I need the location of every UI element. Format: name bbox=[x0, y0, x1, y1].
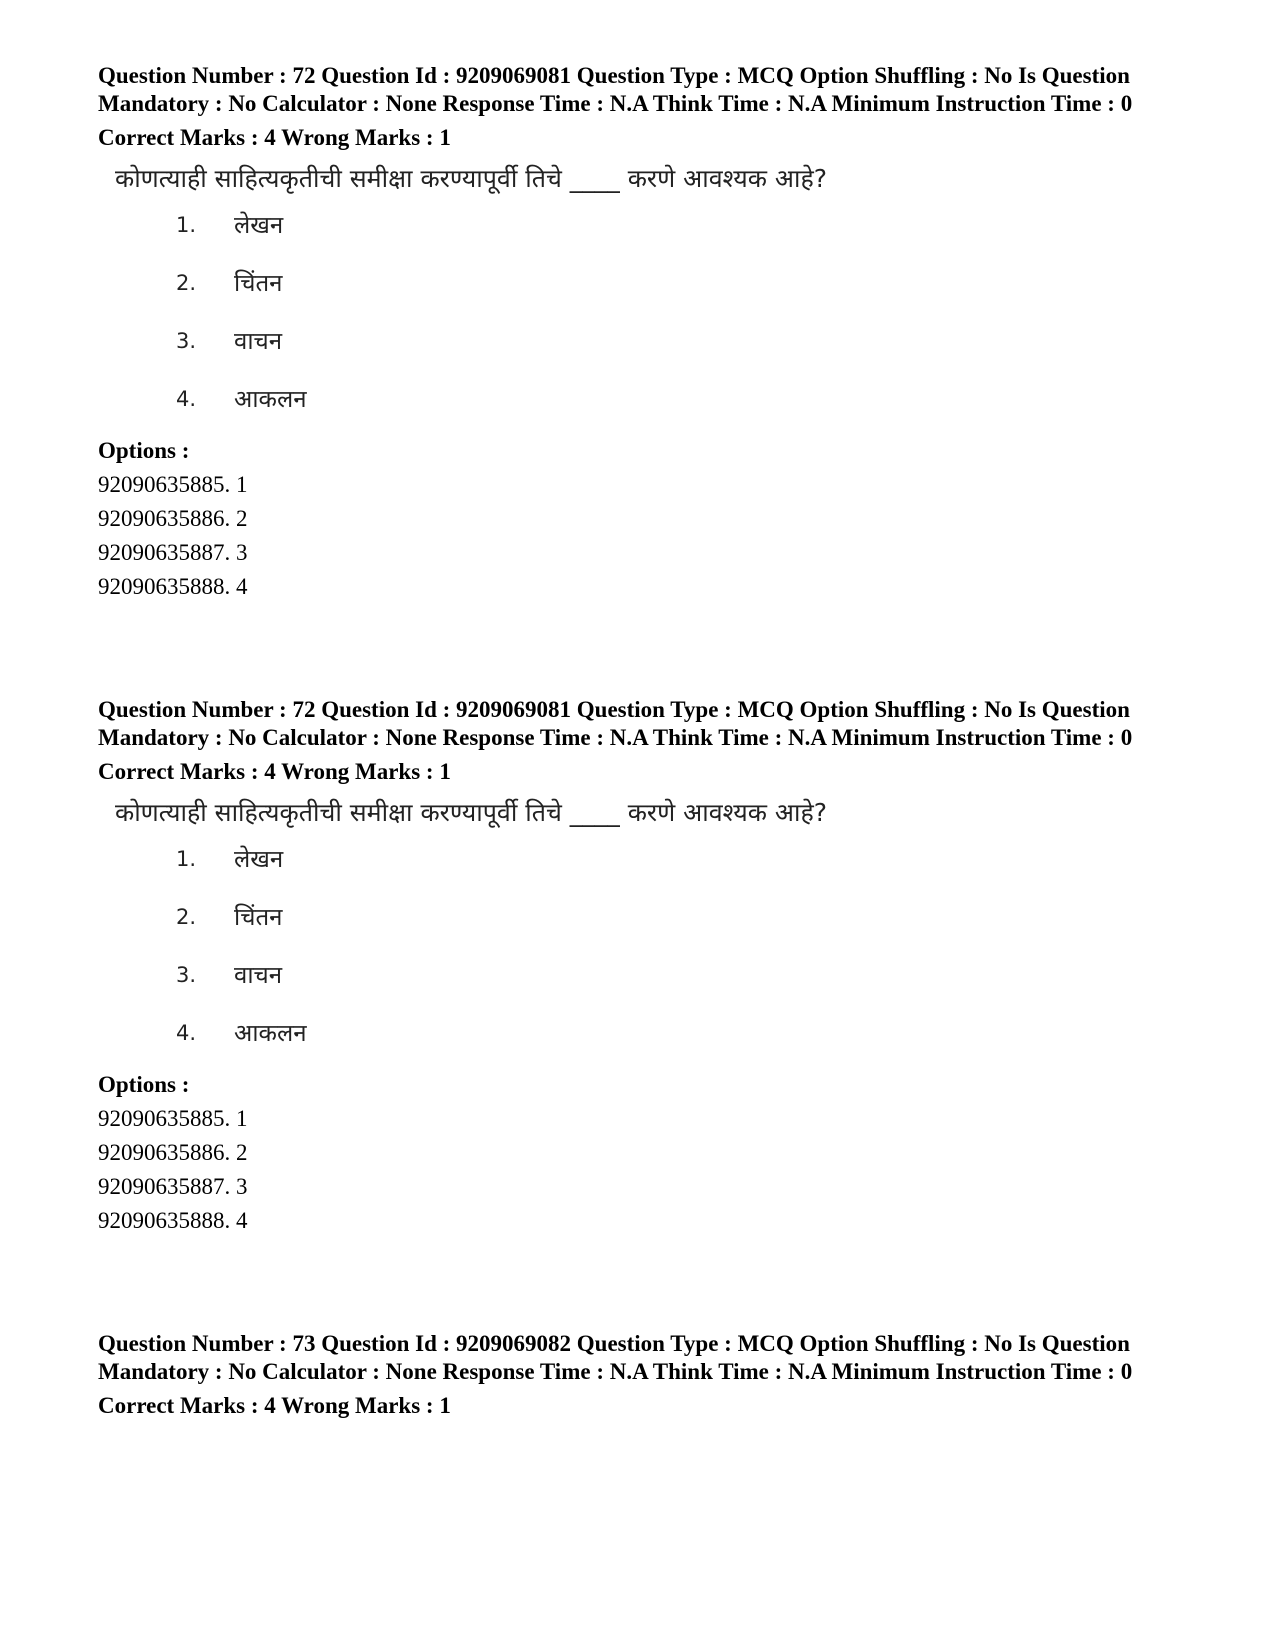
choice-label: आकलन bbox=[234, 1019, 307, 1047]
choice-number: 1. bbox=[176, 847, 197, 871]
options-list bbox=[98, 1102, 1188, 1238]
question-text: कोणत्याही साहित्यकृतीची समीक्षा करण्यापूर्वी तिचे ____ करणे आवश्यक आहे? bbox=[115, 164, 827, 193]
choice-item bbox=[176, 382, 1188, 440]
option-item: 92090635886. 2 bbox=[98, 1140, 248, 1165]
question-marks: Correct Marks : 4 Wrong Marks : 1 bbox=[98, 1393, 451, 1418]
options-list bbox=[98, 468, 1188, 604]
option-item: 92090635885. 1 bbox=[98, 472, 248, 497]
option-item: 92090635887. 3 bbox=[98, 1174, 248, 1199]
choice-label: लेखन bbox=[234, 211, 284, 239]
choice-number: 3. bbox=[176, 963, 197, 987]
question-block bbox=[98, 1330, 1188, 1420]
choice-item bbox=[176, 958, 1188, 1016]
choice-item bbox=[176, 208, 1188, 266]
question-text: कोणत्याही साहित्यकृतीची समीक्षा करण्यापूर्वी तिचे ____ करणे आवश्यक आहे? bbox=[115, 798, 827, 827]
choice-number: 4. bbox=[176, 387, 197, 411]
question-header: Question Number : 72 Question Id : 9209069081 Question Type : MCQ Option Shuffling : No Is Question Mandatory : No Calculator : None Response Time : N.A Think Time : N.A Minimum Instruction Time : 0 bbox=[98, 697, 1133, 750]
choice-item bbox=[176, 266, 1188, 324]
choice-label: चिंतन bbox=[234, 903, 283, 931]
question-marks: Correct Marks : 4 Wrong Marks : 1 bbox=[98, 759, 451, 784]
choice-label: चिंतन bbox=[234, 269, 283, 297]
choice-item bbox=[176, 900, 1188, 958]
option-item: 92090635887. 3 bbox=[98, 540, 248, 565]
choice-number: 2. bbox=[176, 271, 197, 295]
choice-list bbox=[176, 208, 1188, 440]
choice-list bbox=[176, 842, 1188, 1074]
choice-number: 4. bbox=[176, 1021, 197, 1045]
choice-label: आकलन bbox=[234, 385, 307, 413]
question-marks: Correct Marks : 4 Wrong Marks : 1 bbox=[98, 125, 451, 150]
choice-number: 1. bbox=[176, 213, 197, 237]
question-header: Question Number : 73 Question Id : 9209069082 Question Type : MCQ Option Shuffling : No Is Question Mandatory : No Calculator : None Response Time : N.A Think Time : N.A Minimum Instruction Time : 0 bbox=[98, 1331, 1133, 1384]
choice-item bbox=[176, 1016, 1188, 1074]
question-block bbox=[98, 696, 1188, 1238]
choice-item bbox=[176, 324, 1188, 382]
choice-label: वाचन bbox=[234, 327, 283, 355]
question-header: Question Number : 72 Question Id : 9209069081 Question Type : MCQ Option Shuffling : No Is Question Mandatory : No Calculator : None Response Time : N.A Think Time : N.A Minimum Instruction Time : 0 bbox=[98, 63, 1133, 116]
options-title: Options : bbox=[98, 1072, 190, 1097]
choice-label: लेखन bbox=[234, 845, 284, 873]
choice-number: 3. bbox=[176, 329, 197, 353]
question-block bbox=[98, 62, 1188, 604]
choice-item bbox=[176, 842, 1188, 900]
choice-label: वाचन bbox=[234, 961, 283, 989]
option-item: 92090635885. 1 bbox=[98, 1106, 248, 1131]
options-title: Options : bbox=[98, 438, 190, 463]
option-item: 92090635888. 4 bbox=[98, 1208, 248, 1233]
option-item: 92090635888. 4 bbox=[98, 574, 248, 599]
choice-number: 2. bbox=[176, 905, 197, 929]
option-item: 92090635886. 2 bbox=[98, 506, 248, 531]
